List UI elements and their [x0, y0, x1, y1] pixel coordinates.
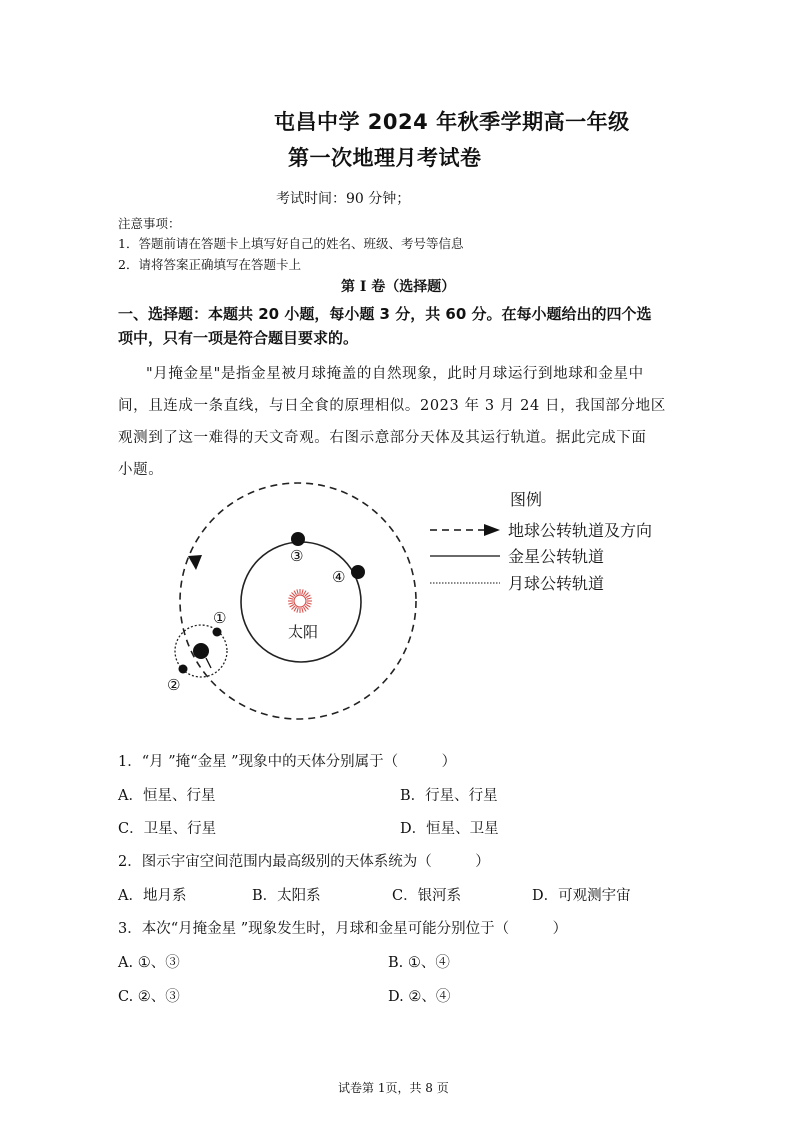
volume-title: 第 I 卷（选择题） [341, 279, 456, 295]
marker-3: ③ [290, 547, 304, 565]
question-2-option-d: D．可观测宇宙 [532, 888, 631, 904]
question-3-option-c: C. ②、③ [118, 989, 180, 1005]
orbit-diagram [160, 480, 690, 730]
legend-item-venus-orbit: 金星公转轨道 [508, 547, 605, 566]
question-1-option-c: C．卫星、行星 [118, 821, 217, 837]
moon-position-2 [179, 665, 188, 674]
passage-line-4: 小题。 [118, 462, 164, 478]
question-1-stem: 1．“月 ”掩“金星 ”现象中的天体分别属于（ ） [118, 754, 457, 770]
legend-arrow-icon [484, 524, 500, 536]
sun-icon [288, 589, 312, 613]
passage-line-3: 观测到了这一难得的天文奇观。右图示意部分天体及其运行轨道。据此完成下面 [118, 430, 647, 446]
question-3-option-d: D. ②、④ [388, 989, 451, 1005]
question-2-option-a: A．地月系 [118, 888, 187, 904]
section-instruction-line2: 项中，只有一项是符合题目要求的。 [118, 329, 359, 347]
passage-line-2: 间，且连成一条直线，与日全食的原理相似。2023 年 3 月 24 日，我国部分地区 [118, 398, 666, 414]
exam-title-line1: 屯昌中学 2024 年秋季学期高一年级 [274, 110, 630, 134]
page-footer: 试卷第 1页，共 8 页 [338, 1081, 449, 1095]
legend-item-moon-orbit: 月球公转轨道 [508, 574, 605, 593]
question-3-option-b: B. ①、④ [388, 955, 450, 971]
question-2-option-b: B．太阳系 [252, 888, 321, 904]
earth-marker-line [206, 658, 211, 668]
legend-item-earth-orbit: 地球公转轨道及方向 [508, 521, 653, 540]
notes-heading: 注意事项： [118, 216, 181, 231]
marker-4: ④ [332, 568, 346, 586]
sun-label: 太阳 [288, 623, 319, 641]
venus-position-3 [291, 532, 305, 546]
exam-time: 考试时间：90 分钟； [276, 191, 411, 207]
note-item-1: 1．答题前请在答题卡上填写好自己的姓名、班级、考号等信息 [118, 236, 464, 251]
passage-line-1: "月掩金星"是指金星被月球掩盖的自然现象，此时月球运行到地球和金星中 [146, 366, 644, 382]
question-2-option-c: C．银河系 [392, 888, 462, 904]
moon-position-1 [213, 628, 222, 637]
marker-1: ① [213, 609, 227, 627]
earth [193, 643, 209, 659]
question-1-option-a: A．恒星、行星 [118, 788, 216, 804]
venus-position-4 [351, 565, 365, 579]
legend-title: 图例 [510, 490, 543, 509]
question-1-option-d: D．恒星、卫星 [400, 821, 499, 837]
question-2-stem: 2．图示宇宙空间范围内最高级别的天体系统为（ ） [118, 854, 490, 870]
exam-title-line2: 第一次地理月考试卷 [288, 146, 482, 170]
question-3-stem: 3．本次“月掩金星 ”现象发生时，月球和金星可能分别位于（ ） [118, 921, 568, 937]
section-instruction-line1: 一、选择题：本题共 20 小题，每小题 3 分，共 60 分。在每小题给出的四个选 [118, 305, 652, 323]
note-item-2: 2．请将答案正确填写在答题卡上 [118, 257, 301, 272]
question-1-option-b: B．行星、行星 [400, 788, 498, 804]
earth-orbit-direction-arrow [188, 555, 202, 570]
question-3-option-a: A. ①、③ [118, 955, 180, 971]
marker-2: ② [167, 676, 181, 694]
